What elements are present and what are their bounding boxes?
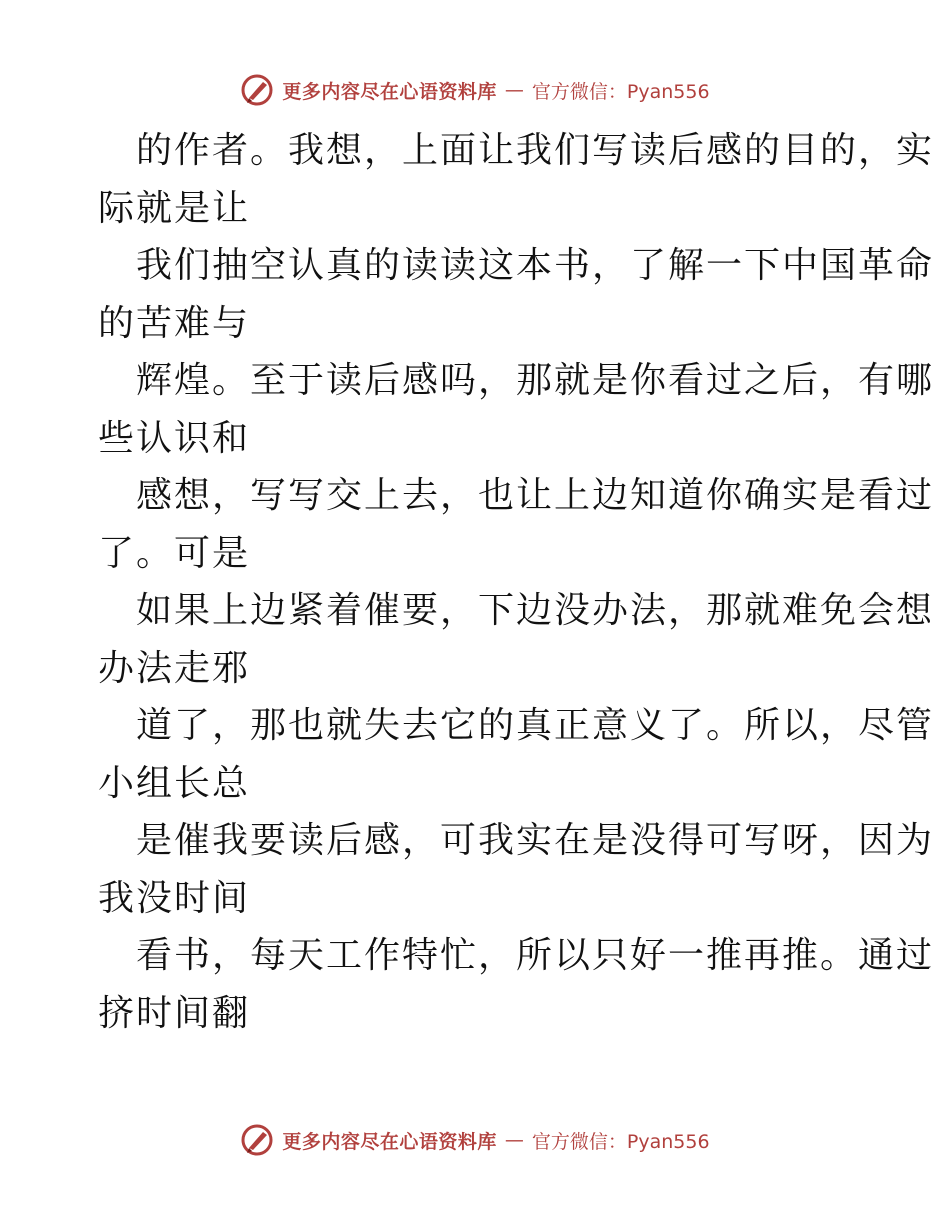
text-line: 小组长总 — [98, 762, 251, 804]
footer-site-text: 更多内容尽在心语资料库 — [282, 1130, 497, 1153]
text-line: 办法走邪 — [98, 647, 251, 689]
text-line: 我没时间 — [98, 877, 251, 919]
text-line: 的作者。我想，上面让我们写读后感的目的，实 — [136, 130, 935, 171]
footer-banner — [0, 1120, 950, 1160]
pen-logo-icon — [240, 73, 274, 107]
header-site-text: 更多内容尽在心语资料库 — [282, 80, 497, 103]
header-banner — [0, 70, 950, 110]
text-line: 挤时间翻 — [98, 992, 251, 1034]
text-line: 看书，每天工作特忙，所以只好一推再推。通过 — [136, 935, 935, 976]
footer-wechat-text: 官方微信：Pyan556 — [531, 1130, 710, 1153]
header-separator: — — [504, 79, 524, 101]
pen-logo-icon — [240, 1123, 274, 1157]
text-line: 我们抽空认真的读读这本书，了解一下中国革命 — [136, 245, 935, 286]
text-line: 是催我要读后感，可我实在是没得可写呀，因为 — [136, 820, 935, 861]
text-line: 的苦难与 — [98, 302, 251, 344]
header-wechat-text: 官方微信：Pyan556 — [531, 80, 710, 103]
footer-separator: — — [504, 1129, 524, 1151]
text-line: 辉煌。至于读后感吗，那就是你看过之后，有哪 — [136, 360, 935, 401]
text-line: 际就是让 — [98, 187, 251, 229]
text-line: 了。可是 — [98, 532, 251, 574]
text-line: 些认识和 — [98, 417, 251, 459]
text-line: 如果上边紧着催要，下边没办法，那就难免会想 — [136, 590, 935, 631]
text-line: 道了，那也就失去它的真正意义了。所以，尽管 — [136, 705, 935, 746]
text-line: 感想，写写交上去，也让上边知道你确实是看过 — [136, 475, 935, 516]
document-body — [98, 122, 935, 1042]
